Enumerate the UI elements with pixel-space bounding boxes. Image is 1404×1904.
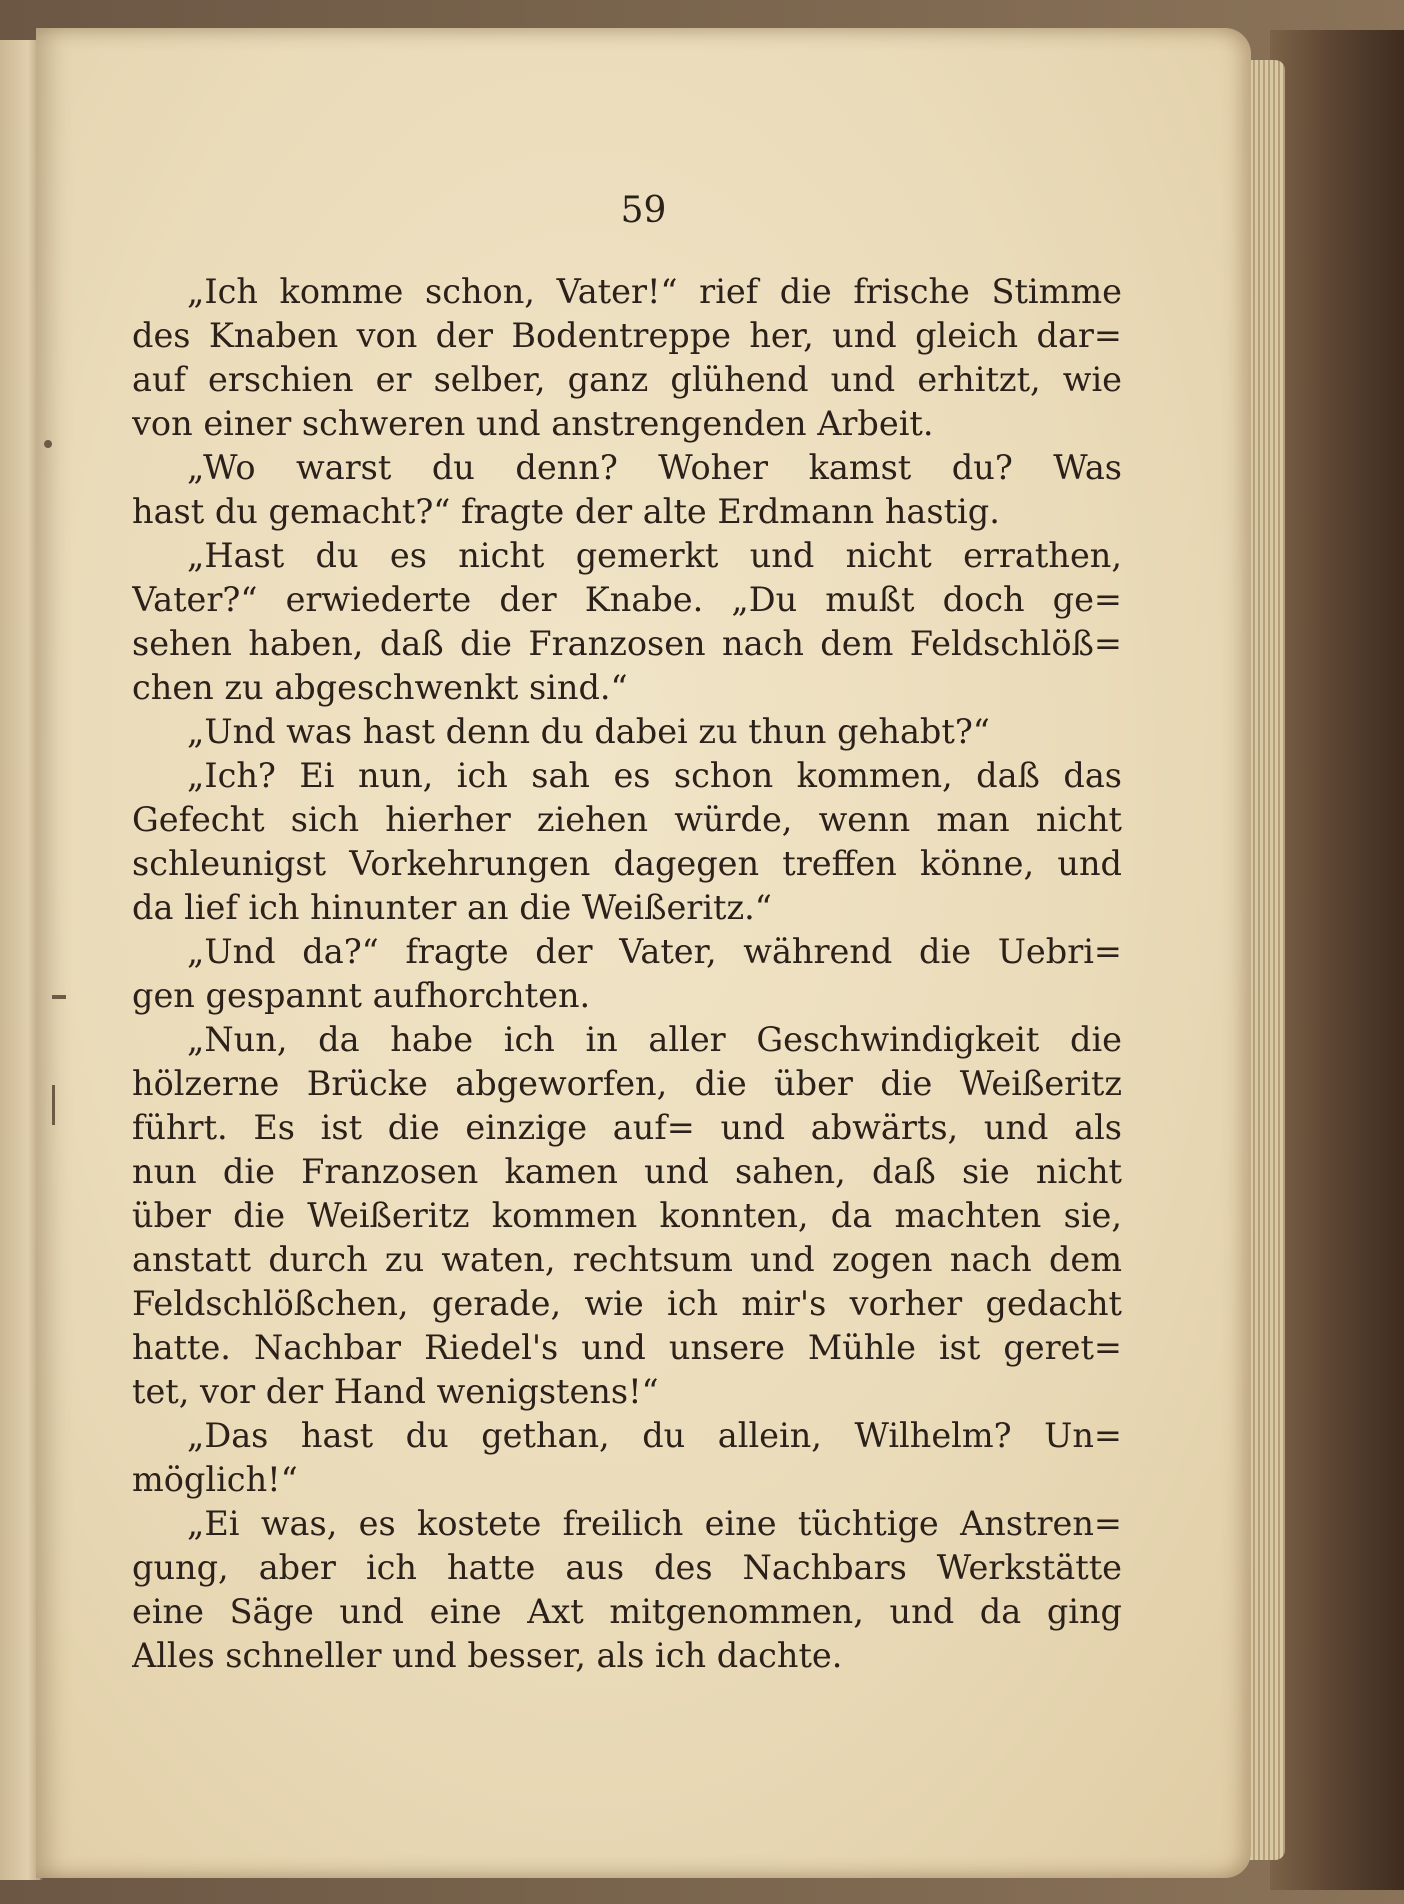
book-cover-edge (1270, 30, 1404, 1890)
text-line: des Knaben von der Bodentreppe her, und gleich dar= (132, 316, 1122, 355)
text-line: „Ich? Ei nun, ich sah es schon kommen, daß das (187, 756, 1122, 795)
text-line: auf erschien er selber, ganz glühend und erhitzt, wie (132, 360, 1122, 399)
text-line: von einer schweren und anstrengenden Arbeit. (132, 404, 934, 443)
text-line: tet, vor der Hand wenigstens!“ (132, 1372, 659, 1411)
margin-mark (52, 995, 66, 999)
page-stack-edge (1245, 60, 1285, 1860)
text-line: nun die Franzosen kamen und sahen, daß sie nicht (132, 1152, 1122, 1191)
text-line: Vater?“ erwiederte der Knabe. „Du mußt doch ge= (132, 580, 1122, 619)
text-line: Gefecht sich hierher ziehen würde, wenn man nicht (132, 800, 1122, 839)
text-line: „Das hast du gethan, du allein, Wilhelm? Un= (187, 1416, 1122, 1455)
page-text (132, 270, 1122, 1678)
text-line: „Und da?“ fragte der Vater, während die Uebri= (187, 932, 1122, 971)
text-line: hölzerne Brücke abgeworfen, die über die Weißeritz (132, 1064, 1122, 1103)
text-line: über die Weißeritz kommen konnten, da machten sie, (132, 1196, 1122, 1235)
text-line: führt. Es ist die einzige auf= und abwärts, und als (132, 1108, 1122, 1147)
text-line: da lief ich hinunter an die Weißeritz.“ (132, 888, 772, 927)
text-line: „Ich komme schon, Vater!“ rief die frische Stimme (187, 272, 1122, 311)
text-line: möglich!“ (132, 1460, 298, 1499)
text-line: gung, aber ich hatte aus des Nachbars Werkstätte (132, 1548, 1122, 1587)
text-line: chen zu abgeschwenkt sind.“ (132, 668, 628, 707)
text-line: hatte. Nachbar Riedel's und unsere Mühle ist geret= (132, 1328, 1122, 1367)
text-line: schleunigst Vorkehrungen dagegen treffen könne, und (132, 844, 1122, 883)
text-line: eine Säge und eine Axt mitgenommen, und da ging (132, 1592, 1122, 1631)
book-page (36, 28, 1251, 1878)
margin-mark (44, 440, 52, 448)
text-line: hast du gemacht?“ fragte der alte Erdmann hastig. (132, 492, 1000, 531)
text-line: gen gespannt aufhorchten. (132, 976, 591, 1015)
text-line: „Ei was, es kostete freilich eine tüchtige Anstren= (187, 1504, 1122, 1543)
text-line: anstatt durch zu waten, rechtsum und zogen nach dem (132, 1240, 1122, 1279)
page-number: 59 (620, 190, 667, 231)
text-line: „Hast du es nicht gemerkt und nicht errathen, (187, 536, 1122, 575)
text-line: sehen haben, daß die Franzosen nach dem Feldschlöß= (132, 624, 1122, 663)
text-line: „Und was hast denn du dabei zu thun gehabt?“ (187, 712, 990, 751)
text-line: „Nun, da habe ich in aller Geschwindigkeit die (187, 1020, 1122, 1059)
text-line: Alles schneller und besser, als ich dachte. (132, 1636, 843, 1675)
margin-mark (52, 1085, 55, 1125)
text-line: „Wo warst du denn? Woher kamst du? Was (187, 448, 1122, 487)
text-line: Feldschlößchen, gerade, wie ich mir's vorher gedacht (132, 1284, 1122, 1323)
